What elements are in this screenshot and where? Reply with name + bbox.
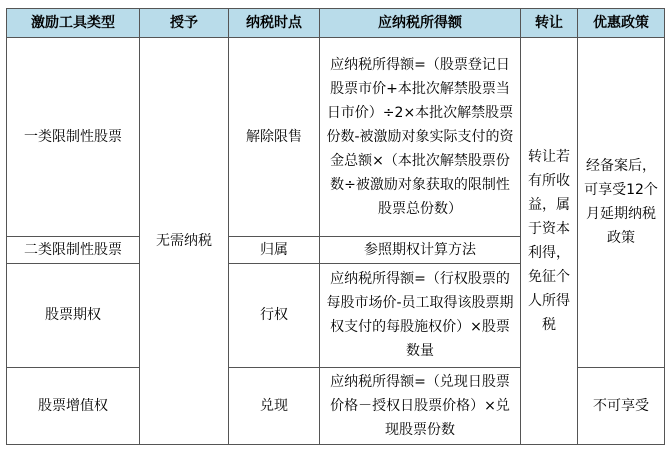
header-row	[7, 9, 665, 38]
table-row	[7, 38, 665, 237]
cell-options-taxable: 应纳税所得额=（行权股票的每股市场价-员工取得该股票期权支付的每股施权价）×股票数量	[320, 263, 521, 367]
header-incentive-type: 激励工具类型	[7, 9, 140, 38]
cell-policy-deferral: 经备案后，可享受12个月延期纳税政策	[578, 38, 665, 368]
cell-options-name: 股票期权	[7, 263, 140, 367]
header-tax-timing: 纳税时点	[229, 9, 320, 38]
cell-type2-name: 二类限制性股票	[7, 237, 140, 263]
header-taxable-income: 应纳税所得额	[320, 9, 521, 38]
cell-type1-name: 一类限制性股票	[7, 38, 140, 237]
equity-incentive-tax-table	[6, 8, 665, 445]
cell-type1-timing: 解除限售	[229, 38, 320, 237]
cell-sar-timing: 兑现	[229, 367, 320, 444]
header-preferential-policy: 优惠政策	[578, 9, 665, 38]
cell-options-timing: 行权	[229, 263, 320, 367]
cell-sar-taxable: 应纳税所得额=（兑现日股票价格－授权日股票价格）×兑现股票份数	[320, 367, 521, 444]
cell-type1-taxable: 应纳税所得额=（股票登记日股票市价+本批次解禁股票当日市价）÷2×本批次解禁股票份数-被激励对象实际支付的资金总额×（本批次解禁股票份数÷被激励对象获取的限制性股票总份数）	[320, 38, 521, 237]
cell-type2-timing: 归属	[229, 237, 320, 263]
header-grant: 授予	[140, 9, 229, 38]
cell-transfer-merged: 转让若有所收益，属于资本利得，免征个人所得税	[521, 38, 578, 445]
header-transfer: 转让	[521, 9, 578, 38]
cell-grant-merged: 无需纳税	[140, 38, 229, 445]
cell-sar-name: 股票增值权	[7, 367, 140, 444]
cell-type2-taxable: 参照期权计算方法	[320, 237, 521, 263]
cell-policy-none: 不可享受	[578, 367, 665, 444]
